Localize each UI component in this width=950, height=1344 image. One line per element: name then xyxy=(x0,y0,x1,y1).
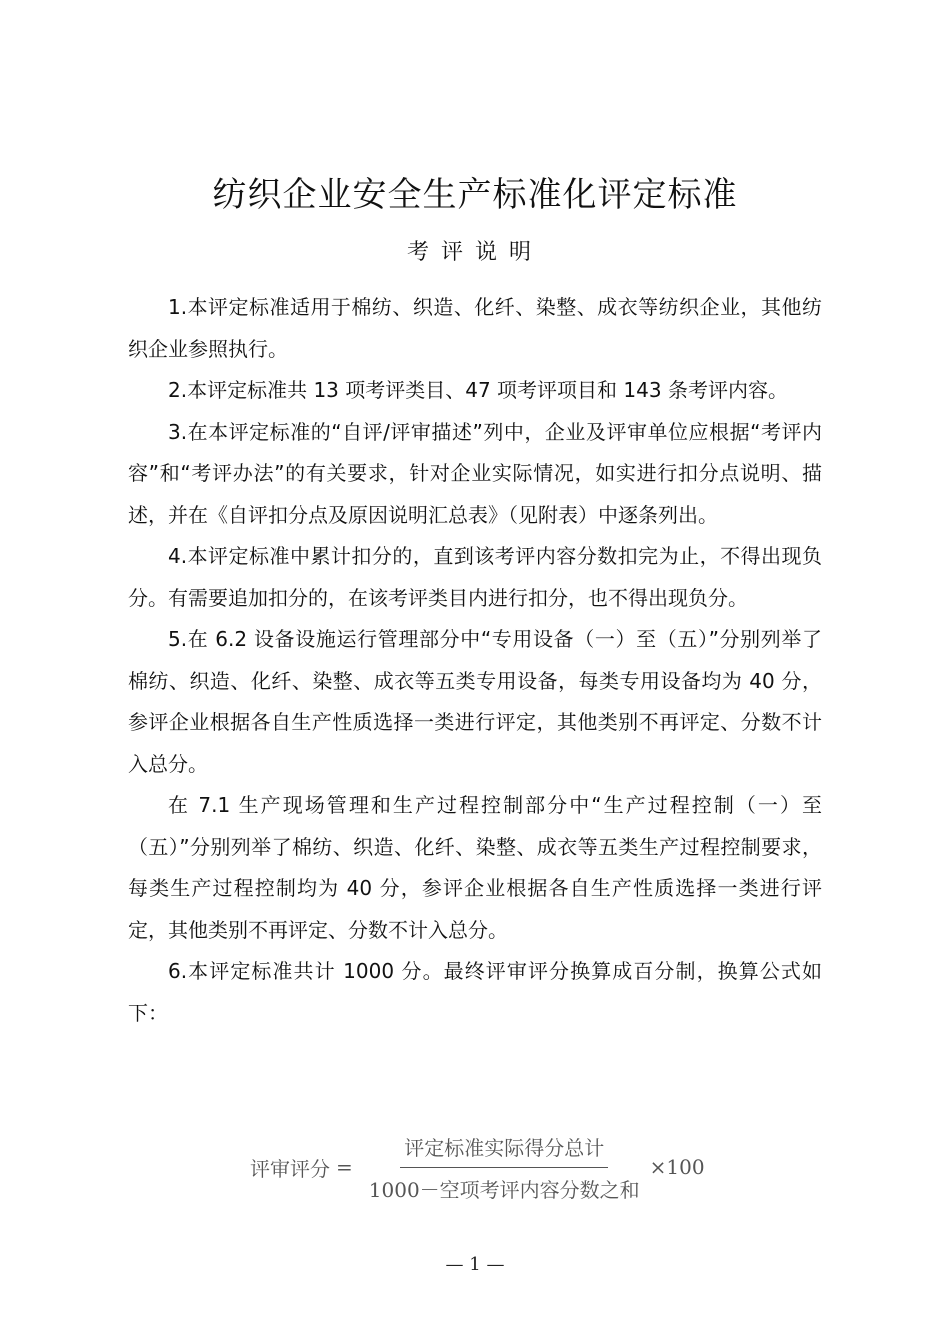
section-subtitle: 考评说明 xyxy=(406,240,543,265)
score-formula xyxy=(250,1130,705,1204)
paragraph-5-continued: 在 7.1 生产现场管理和生产过程控制部分中“生产过程控制（一）至（五）”分别列举了棉纺、织造、化纤、染整、成衣等五类生产过程控制要求，每类生产过程控制均为 40 分，参评企业根据各自生产性质选择一类进行评定，其他类别不再评定、分数不计入总分。 xyxy=(128,793,822,942)
paragraph-6: 6.本评定标准共计 1000 分。最终评审评分换算成百分制，换算公式如下： xyxy=(128,959,822,1025)
paragraph-1: 1.本评定标准适用于棉纺、织造、化纤、染整、成衣等纺织企业，其他纺织企业参照执行。 xyxy=(128,295,822,361)
paragraph-4: 4.本评定标准中累计扣分的，直到该考评内容分数扣完为止，不得出现负分。有需要追加扣分的，在该考评类目内进行扣分，也不得出现负分。 xyxy=(128,544,822,610)
formula-numerator: 评定标准实际得分总计 xyxy=(400,1132,608,1168)
paragraph-3: 3.在本评定标准的“自评/评审描述”列中，企业及评审单位应根据“考评内容”和“考评办法”的有关要求，针对企业实际情况，如实进行扣分点说明、描述，并在《自评扣分点及原因说明汇总表》（见附表）中逐条列出。 xyxy=(128,419,822,527)
formula-denominator: 1000－空项考评内容分数之和 xyxy=(368,1177,640,1202)
body-text xyxy=(128,287,822,1034)
page-number: — 1 — xyxy=(445,1254,505,1275)
document-title: 纺织企业安全生产标准化评定标准 xyxy=(212,175,738,215)
formula-lhs: 评审评分 xyxy=(250,1156,330,1181)
paragraph-5: 5.在 6.2 设备设施运行管理部分中“专用设备（一）至（五）”分别列举了棉纺、织造、化纤、染整、成衣等五类专用设备，每类专用设备均为 40 分，参评企业根据各自生产性质选择一类进行评定，其他类别不再评定、分数不计入总分。 xyxy=(128,627,822,776)
paragraph-2: 2.本评定标准共 13 项考评类目、47 项考评项目和 143 条考评内容。 xyxy=(168,378,788,402)
formula-multiplier: ×100 xyxy=(649,1155,705,1179)
formula-fraction xyxy=(365,1132,644,1203)
formula-equals: = xyxy=(336,1155,353,1179)
